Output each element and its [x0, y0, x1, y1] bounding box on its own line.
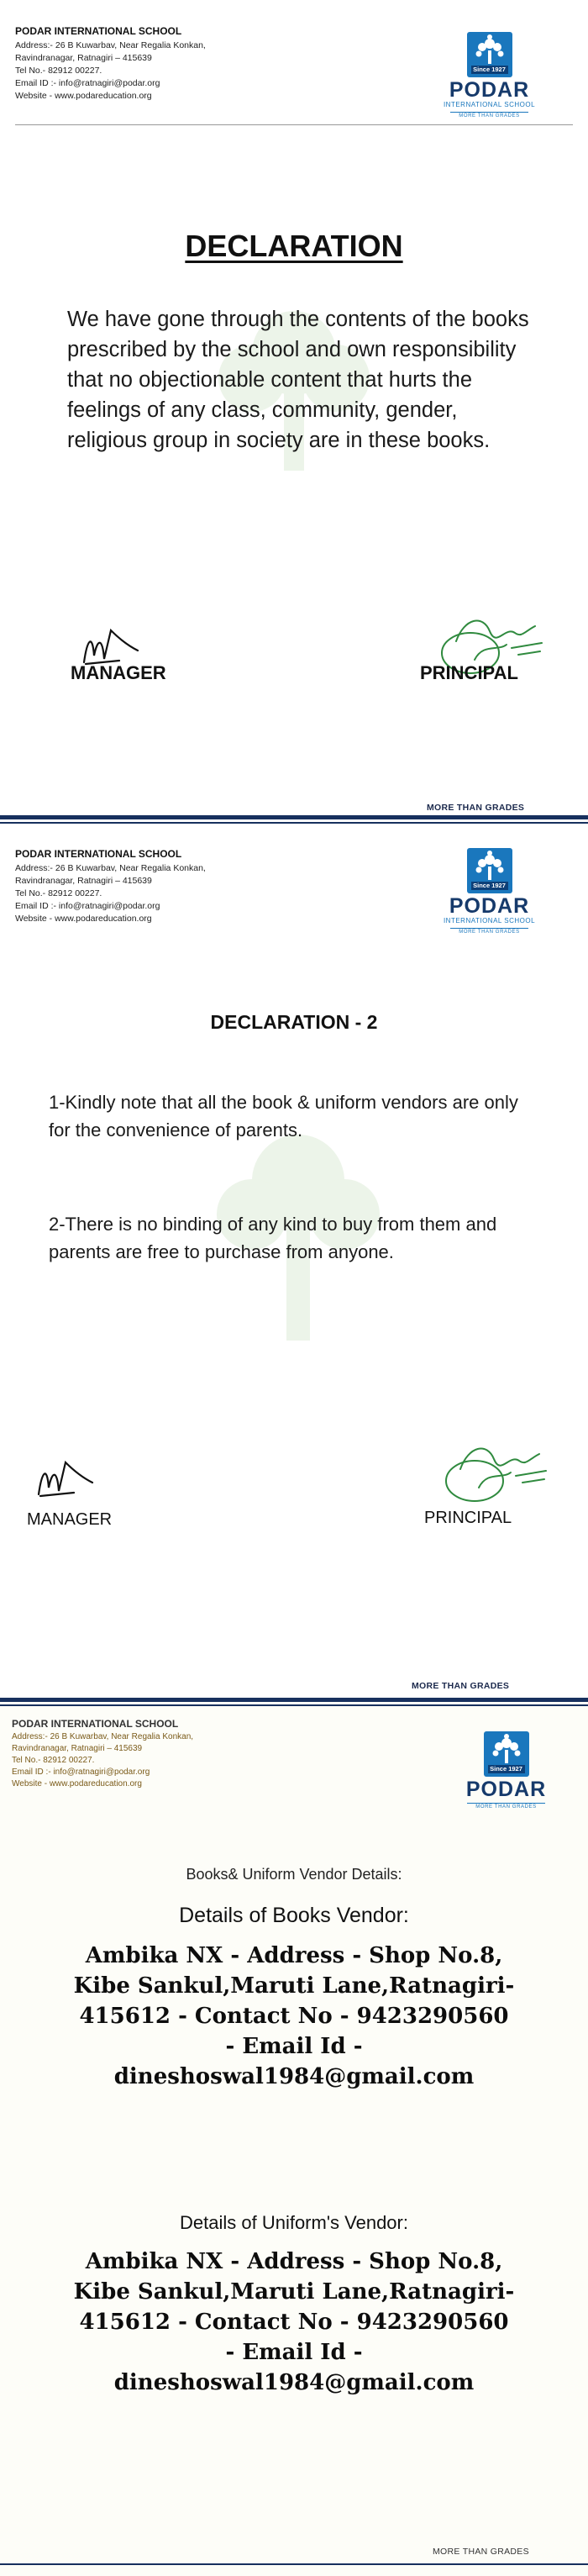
school-name: PODAR INTERNATIONAL SCHOOL	[12, 1718, 179, 1730]
manager-label: MANAGER	[71, 662, 166, 683]
brand-name: PODAR	[449, 894, 530, 918]
uniform-vendor-line: 415612 - Contact No - 9423290560	[79, 2310, 509, 2335]
brand-subtitle: INTERNATIONAL SCHOOL	[443, 101, 536, 108]
principal-label: PRINCIPAL	[424, 1509, 512, 1527]
telephone: Tel No.- 82912 00227.	[12, 1756, 95, 1765]
letterhead	[0, 0, 588, 126]
uniform-vendor-line: - Email Id -	[225, 2340, 363, 2365]
header-divider	[15, 124, 573, 125]
podar-logo	[437, 32, 542, 119]
point-1-text: 1-Kindly note that all the book & uniform vendors are only for the convenience of parents.	[49, 1092, 518, 1140]
uniform-vendor-email: dineshoswal1984@gmail.com	[113, 2370, 475, 2395]
school-name: PODAR INTERNATIONAL SCHOOL	[15, 25, 182, 37]
declaration-page-1	[0, 0, 588, 828]
address-line-2: Ravindranagar, Ratnagiri – 415639	[15, 53, 152, 63]
letterhead	[0, 1706, 588, 1832]
website: Website - www.podareducation.org	[15, 914, 152, 924]
page-title: DECLARATION - 2	[210, 1011, 378, 1033]
principal-label: PRINCIPAL	[420, 662, 518, 683]
manager-label: MANAGER	[27, 1510, 113, 1529]
since-badge: Since 1927	[471, 66, 508, 74]
podar-tree-logo-icon	[467, 32, 512, 77]
email: Email ID :- info@ratnagiri@podar.org	[12, 1767, 150, 1777]
books-vendor-heading: Details of Books Vendor:	[179, 1904, 409, 1927]
address-line-2: Ravindranagar, Ratnagiri – 415639	[15, 876, 152, 886]
email: Email ID :- info@ratnagiri@podar.org	[15, 901, 160, 911]
since-badge: Since 1927	[471, 882, 508, 890]
footer-tagline: MORE THAN GRADES	[412, 1681, 510, 1691]
telephone: Tel No.- 82912 00227.	[15, 66, 102, 76]
school-name: PODAR INTERNATIONAL SCHOOL	[15, 848, 182, 860]
address-line-1: Address:- 26 B Kuwarbav, Near Regalia Konkan,	[12, 1732, 194, 1741]
footer-tagline: MORE THAN GRADES	[427, 803, 525, 813]
since-badge: Since 1927	[488, 1765, 525, 1773]
vendor-details-page	[0, 1698, 588, 2576]
books-vendor-line: 415612 - Contact No - 9423290560	[79, 2004, 509, 2029]
footer-bar	[0, 815, 588, 819]
uniform-vendor-line: Kibe Sankul,Maruti Lane,Ratnagiri-	[73, 2279, 515, 2305]
declaration-point-2	[49, 1210, 528, 1266]
books-vendor-line: Ambika NX - Address - Shop No.8,	[85, 1943, 503, 1968]
point-2-text: 2-There is no binding of any kind to buy from them and parents are free to purchase from anyone.	[49, 1214, 497, 1262]
uniform-vendor-line: Ambika NX - Address - Shop No.8,	[85, 2249, 503, 2274]
brand-subtitle: INTERNATIONAL SCHOOL	[443, 917, 536, 925]
school-address-block	[15, 848, 206, 925]
books-vendor-email: dineshoswal1984@gmail.com	[113, 2064, 475, 2089]
vendor-section-heading: Books& Uniform Vendor Details:	[186, 1866, 402, 1883]
declaration-body: We have gone through the contents of the books prescribed by the school and own responsibility that no objectionable content that hurts the feelings of any class, community, gender, religious group in society are in these books.	[67, 308, 529, 452]
address-line-1: Address:- 26 B Kuwarbav, Near Regalia Konkan,	[15, 40, 206, 50]
principal-signature-icon	[428, 1429, 554, 1513]
telephone: Tel No.- 82912 00227.	[15, 888, 102, 898]
brand-tagline: MORE THAN GRADES	[450, 112, 528, 119]
podar-logo	[454, 1731, 559, 1810]
footer-bar	[0, 1698, 588, 1702]
email: Email ID :- info@ratnagiri@podar.org	[15, 78, 160, 88]
declaration-point-1	[49, 1088, 519, 1144]
brand-tagline: MORE THAN GRADES	[450, 928, 528, 935]
podar-tree-logo-icon	[467, 848, 512, 893]
address-line-2: Ravindranagar, Ratnagiri – 415639	[12, 1744, 143, 1753]
manager-signature-icon	[32, 1454, 99, 1504]
brand-tagline: MORE THAN GRADES	[467, 1803, 545, 1810]
school-address-block	[12, 1718, 193, 1790]
podar-logo	[437, 848, 542, 935]
letterhead	[0, 828, 588, 954]
brand-name: PODAR	[465, 1778, 547, 1801]
school-address-block	[15, 25, 206, 103]
uniform-vendor-heading: Details of Uniform's Vendor:	[180, 2212, 408, 2233]
books-vendor-line: - Email Id -	[225, 2034, 363, 2059]
footer-rule	[0, 2563, 588, 2565]
books-vendor-line: Kibe Sankul,Maruti Lane,Ratnagiri-	[73, 1973, 515, 1999]
brand-name: PODAR	[449, 78, 530, 102]
footer-rule	[0, 822, 588, 824]
website: Website - www.podareducation.org	[12, 1779, 142, 1788]
page-title: DECLARATION	[185, 229, 403, 263]
website: Website - www.podareducation.org	[15, 91, 152, 101]
footer-tagline: MORE THAN GRADES	[433, 2547, 529, 2557]
declaration-page-2	[0, 828, 588, 1698]
podar-tree-logo-icon	[484, 1731, 529, 1777]
address-line-1: Address:- 26 B Kuwarbav, Near Regalia Konkan,	[15, 863, 206, 873]
